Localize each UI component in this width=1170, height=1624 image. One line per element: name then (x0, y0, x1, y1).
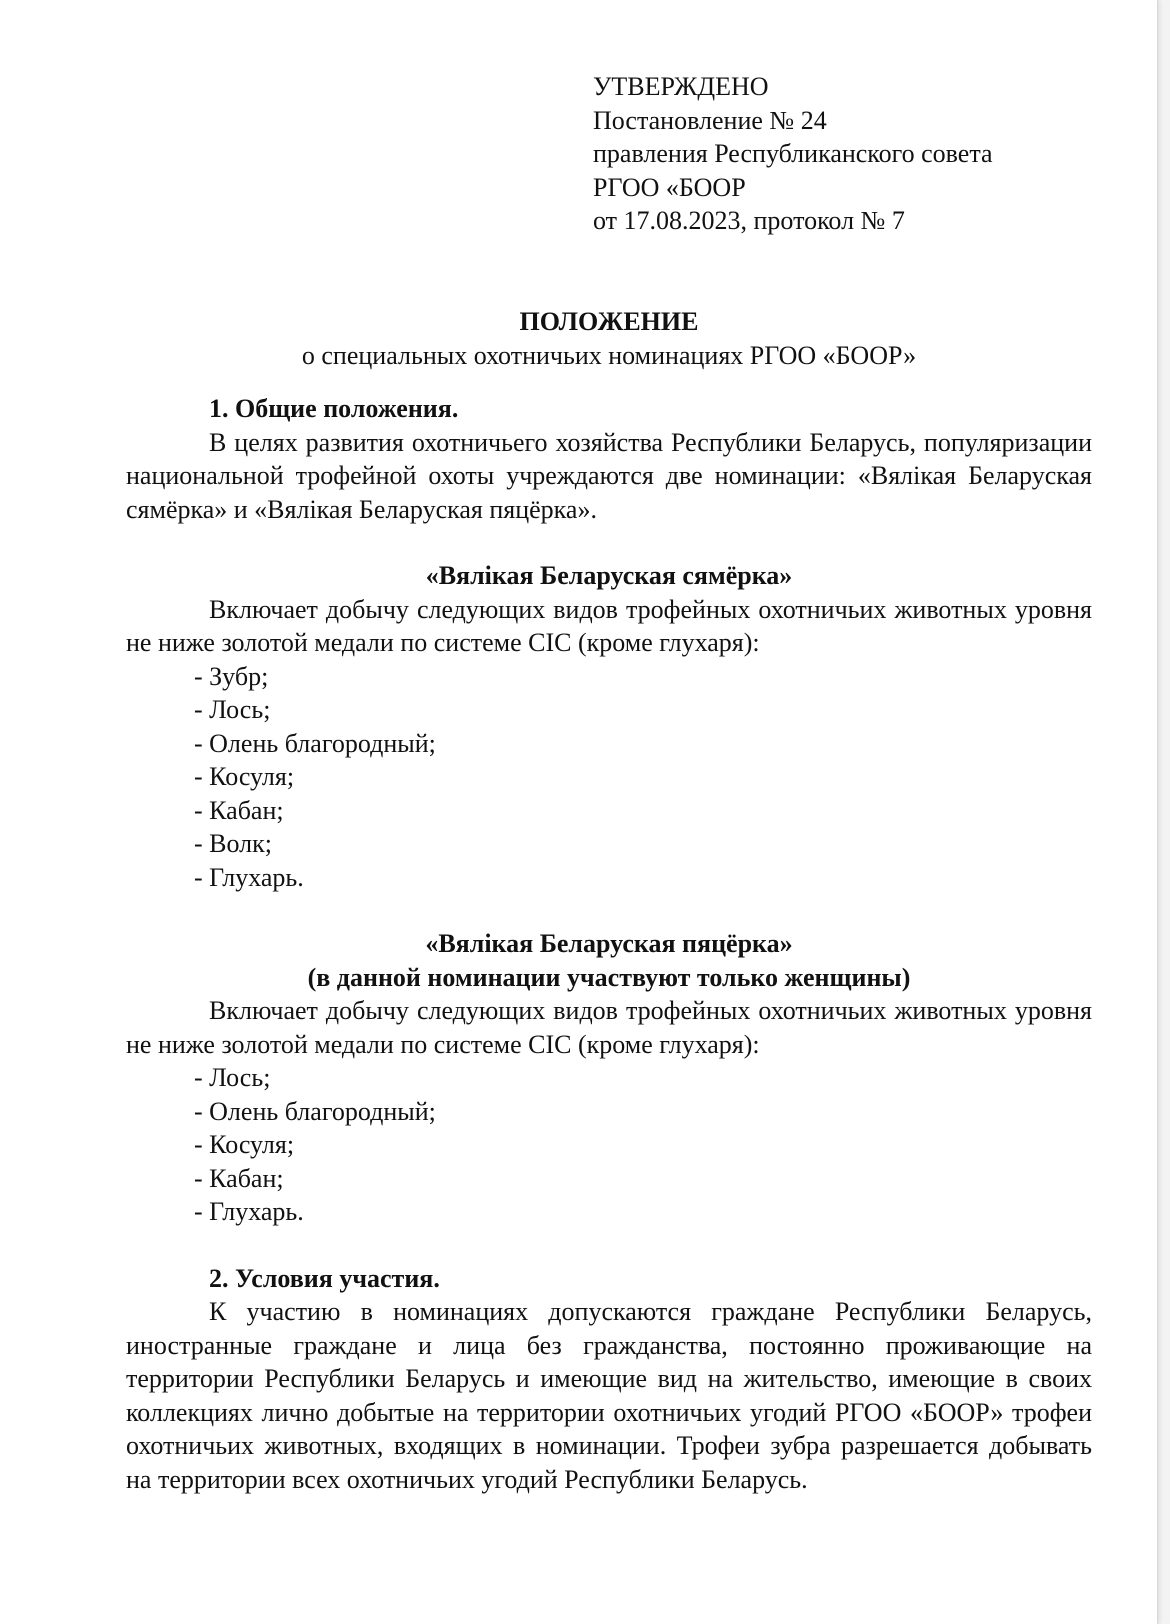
approval-line: РГОО «БООР (593, 172, 746, 202)
approval-block (593, 70, 993, 238)
list-item: - Кабан; (194, 795, 284, 825)
list-item: - Лось; (194, 1063, 271, 1092)
approval-line: Постановление № 24 (593, 105, 827, 135)
section-2-heading: 2. Условия участия. (209, 1263, 440, 1293)
approval-line: УТВЕРЖДЕНО (593, 72, 769, 101)
list-item: - Кабан; (194, 1163, 284, 1193)
list-item: - Косуля; (194, 1130, 295, 1159)
list-item: - Косуля; (194, 762, 295, 791)
nomination-7-title: «Вялікая Беларуская сямёрка» (425, 561, 793, 590)
nomination-5-title: «Вялікая Беларуская пяцёрка» (425, 929, 793, 958)
document-subtitle: о специальных охотничьих номинациях РГОО «БООР» (301, 340, 917, 370)
list-item: - Олень благородный; (194, 728, 436, 758)
approval-line: от 17.08.2023, протокол № 7 (593, 206, 905, 235)
section-1-paragraph: В целях развития охотничьего хозяйства Республики Беларусь, популяризации национальной трофейной охоты учреждаются две номинации: «Вялікая Беларуская сямёрка» и «Вялікая Беларуская пяцёрка». (126, 427, 1092, 524)
nomination-5-list (126, 1061, 1092, 1229)
section-2-paragraph: К участию в номинациях допускаются граждане Республики Беларусь, иностранные граждане и лица без гражданства, постоянно проживающие на территории Республики Беларусь и имеющие вид на жительство, имеющие в своих коллекциях лично добытые на территории охотничьих угодий РГОО «БООР» трофеи охотничьих животных, входящих в номинации. Трофеи зубра разрешается добывать на территории всех охотничьих угодий Республики Беларусь. (126, 1297, 1092, 1494)
list-item: - Глухарь. (194, 862, 304, 892)
nomination-5-paragraph: Включает добычу следующих видов трофейных охотничьих животных уровня не ниже золотой медали по системе CIC (кроме глухаря): (126, 996, 1092, 1059)
approval-line: правления Республиканского совета (593, 139, 993, 168)
nomination-7-list (126, 660, 1092, 895)
list-item: - Лось; (194, 695, 271, 724)
list-item: - Волк; (194, 829, 272, 858)
section-1-heading: 1. Общие положения. (209, 394, 459, 423)
list-item: - Зубр; (194, 661, 269, 691)
document-body (126, 305, 1092, 1496)
document-title: ПОЛОЖЕНИЕ (519, 307, 699, 336)
list-item: - Глухарь. (194, 1197, 304, 1226)
nomination-5-note: (в данной номинации участвуют только женщины) (307, 962, 911, 992)
list-item: - Олень благородный; (194, 1096, 436, 1126)
nomination-7-paragraph: Включает добычу следующих видов трофейных охотничьих животных уровня не ниже золотой медали по системе CIC (кроме глухаря): (126, 594, 1092, 657)
